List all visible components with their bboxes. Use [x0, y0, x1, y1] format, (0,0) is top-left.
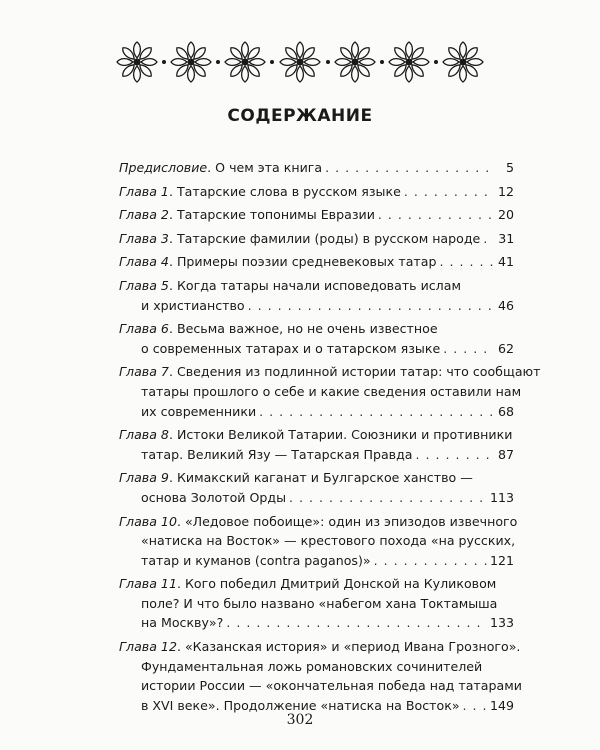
chapter-title-continued: татары прошлого о себе и какие сведения оставили нам: [141, 383, 522, 399]
chapter-label: Глава 1: [119, 183, 169, 199]
page-ref: 12: [497, 183, 514, 199]
chapter-title: . Сведения из подлинной истории татар: что сообщают: [168, 364, 541, 380]
chapter-title: . Кого победил Дмитрий Донской на Куликовом: [176, 576, 497, 592]
chapter-title: . «Ледовое побоище»: один из эпизодов извечного: [176, 513, 518, 529]
page-ref: 68: [497, 403, 514, 419]
toc-entry[interactable]: [119, 252, 514, 272]
chapter-title-continued: татар. Великий Язу — Татарская Правда: [141, 446, 413, 462]
toc-entry[interactable]: [119, 468, 514, 507]
chapter-title-continued: «натиска на Восток» — крестового похода «на русских,: [141, 533, 516, 549]
page-ref: 133: [489, 615, 514, 631]
chapter-title-continued: татар и куманов (contra paganos)»: [141, 552, 371, 568]
page-ref: 121: [489, 552, 514, 568]
toc-entry[interactable]: [119, 319, 514, 358]
leader-dots: [439, 252, 493, 272]
chapter-title: . Примеры поэзии средневековых татар: [168, 254, 437, 270]
toc-entry[interactable]: [119, 637, 522, 715]
chapter-label: Глава 4: [119, 254, 169, 270]
floral-ornament-icon: [110, 40, 490, 85]
chapter-title-continued: Фундаментальная ложь романовских сочинителей: [141, 658, 483, 674]
leader-dots: [259, 402, 493, 422]
toc-entry[interactable]: [119, 574, 514, 633]
leader-dots: [404, 182, 493, 202]
toc-entry[interactable]: [119, 182, 514, 202]
page-ref: 31: [498, 230, 515, 246]
chapter-title: . Истоки Великой Татарии. Союзники и противники: [168, 427, 513, 443]
chapter-title: . Весьма важное, но не очень известное: [168, 321, 438, 337]
page-ref: 113: [489, 489, 514, 505]
leader-dots: [378, 205, 493, 225]
chapter-title-continued: в XVI веке». Продолжение «натиска на Восток»: [141, 697, 460, 713]
chapter-title-continued: о современных татарах и о татарском языке: [141, 340, 441, 356]
leader-dots: [248, 296, 493, 316]
chapter-title-continued: и христианство: [141, 297, 245, 313]
leader-dots: [416, 445, 493, 465]
chapter-label: Предисловие: [119, 160, 208, 175]
toc-entry[interactable]: [119, 512, 518, 571]
chapter-title: . Татарские слова в русском языке: [168, 183, 401, 199]
page-ref: 46: [497, 297, 514, 313]
leader-dots: [325, 158, 493, 178]
chapter-title: . «Казанская история» и «период Ивана Грозного».: [176, 639, 521, 655]
chapter-label: Глава 11: [119, 576, 177, 592]
page-ref: 20: [497, 207, 514, 223]
leader-dots: [374, 551, 487, 571]
chapter-title: . О чем эта книга: [207, 160, 323, 175]
chapter-label: Глава 10: [119, 513, 177, 529]
toc-entry[interactable]: [119, 425, 514, 464]
chapter-label: Глава 7: [119, 364, 169, 380]
chapter-label: Глава 8: [119, 427, 169, 443]
leader-dots: [443, 339, 493, 359]
page-ref: 62: [497, 340, 514, 356]
chapter-title: . Татарские фамилии (роды) в русском народе: [168, 230, 481, 246]
chapter-label: Глава 2: [119, 207, 169, 223]
page-ref: 5: [505, 160, 514, 175]
table-of-contents: [119, 158, 541, 719]
chapter-label: Глава 3: [119, 230, 169, 246]
leader-dots: [226, 613, 487, 633]
toc-entry[interactable]: [119, 276, 514, 315]
toc-entry[interactable]: [119, 158, 514, 178]
page-ref: 87: [497, 446, 514, 462]
page-title: СОДЕРЖАНИЕ: [227, 106, 373, 126]
chapter-label: Глава 6: [119, 321, 169, 337]
chapter-label: Глава 5: [119, 277, 169, 293]
page-ref: 149: [489, 697, 514, 713]
chapter-title-continued: истории России — «окончательная победа над татарами: [141, 678, 522, 694]
chapter-title-continued: основа Золотой Орды: [141, 489, 287, 505]
chapter-title-continued: их современники: [141, 403, 257, 419]
leader-dots: [483, 229, 493, 249]
toc-entry[interactable]: [119, 229, 514, 249]
toc-entry[interactable]: [119, 205, 514, 225]
chapter-title: . Кимакский каганат и Булгарское ханство —: [168, 470, 473, 486]
chapter-title: . Когда татары начали исповедовать ислам: [168, 277, 461, 293]
chapter-label: Глава 12: [119, 639, 177, 655]
page-number: 302: [286, 712, 314, 728]
toc-entry[interactable]: [119, 362, 541, 421]
chapter-title-continued: на Москву»?: [141, 615, 224, 631]
leader-dots: [289, 488, 487, 508]
chapter-label: Глава 9: [119, 470, 169, 486]
chapter-title: . Татарские топонимы Евразии: [168, 207, 375, 223]
page-ref: 41: [497, 254, 514, 270]
chapter-title-continued: поле? И что было названо «набегом хана Токтамыша: [141, 595, 498, 611]
